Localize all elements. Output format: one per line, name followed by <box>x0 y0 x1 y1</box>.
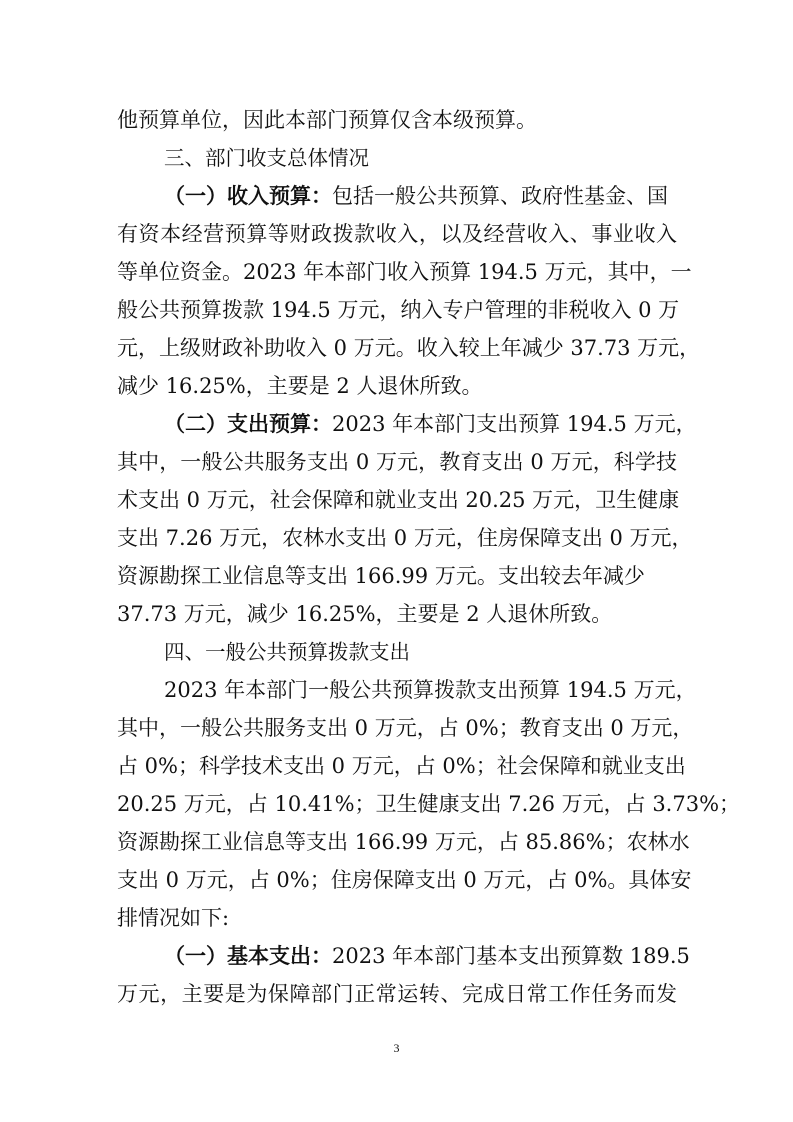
paragraph-line: 有资本经营预算等财政拨款收入，以及经营收入、事业收入 <box>117 222 677 246</box>
paragraph-text: 2023 年本部门支出预算 194.5 万元， <box>332 412 697 436</box>
paragraph-line: 其中，一般公共服务支出 0 万元，占 0%；教育支出 0 万元， <box>117 716 694 740</box>
paragraph-line: 减少 16.25%，主要是 2 人退休所致。 <box>117 374 483 398</box>
paragraph-line: 他预算单位，因此本部门预算仅含本级预算。 <box>117 108 537 132</box>
section-heading-4: 四、一般公共预算拨款支出 <box>164 640 410 664</box>
paragraph-line: 万元，主要是为保障部门正常运转、完成日常工作任务而发 <box>117 982 677 1006</box>
paragraph-line <box>164 183 677 209</box>
paragraph-line: 资源勘探工业信息等支出 166.99 万元，占 85.86%；农林水 <box>117 830 690 854</box>
paragraph-line: 其中，一般公共服务支出 0 万元，教育支出 0 万元，科学技 <box>117 450 677 474</box>
paragraph-line: 排情况如下: <box>117 906 230 930</box>
paragraph-line: 37.73 万元，减少 16.25%，主要是 2 人退休所致。 <box>117 602 613 626</box>
paragraph-line: 占 0%；科学技术支出 0 万元，占 0%；社会保障和就业支出 <box>117 754 686 778</box>
paragraph-line: 支出 0 万元，占 0%；住房保障支出 0 万元，占 0%。具体安 <box>117 868 692 892</box>
paragraph-line: 20.25 万元，占 10.41%；卫生健康支出 7.26 万元，占 3.73%； <box>117 792 741 816</box>
subheading-expenditure-budget: （二）支出预算： <box>164 412 332 436</box>
section-heading-3: 三、部门收支总体情况 <box>164 146 369 170</box>
paragraph-line: 元，上级财政补助收入 0 万元。收入较上年减少 37.73 万元， <box>117 336 701 360</box>
paragraph-text: 包括一般公共预算、政府性基金、国 <box>332 184 668 208</box>
paragraph-line: 资源勘探工业信息等支出 166.99 万元。支出较去年减少 <box>117 564 645 588</box>
paragraph-line: 等单位资金。2023 年本部门收入预算 194.5 万元，其中，一 <box>117 260 692 284</box>
page-number: 3 <box>393 1041 400 1055</box>
subheading-income-budget: （一）收入预算： <box>164 184 332 208</box>
paragraph-line: 2023 年本部门一般公共预算拨款支出预算 194.5 万元， <box>164 678 697 702</box>
paragraph-line <box>164 411 697 437</box>
paragraph-line: 术支出 0 万元，社会保障和就业支出 20.25 万元，卫生健康 <box>117 488 680 512</box>
paragraph-text: 2023 年本部门基本支出预算数 189.5 <box>332 944 690 968</box>
subheading-basic-expenditure: （一）基本支出： <box>164 944 332 968</box>
paragraph-line: 般公共预算拨款 194.5 万元，纳入专户管理的非税收入 0 万 <box>117 298 680 322</box>
paragraph-line: 支出 7.26 万元，农林水支出 0 万元，住房保障支出 0 万元， <box>117 526 693 550</box>
paragraph-line <box>164 943 690 969</box>
